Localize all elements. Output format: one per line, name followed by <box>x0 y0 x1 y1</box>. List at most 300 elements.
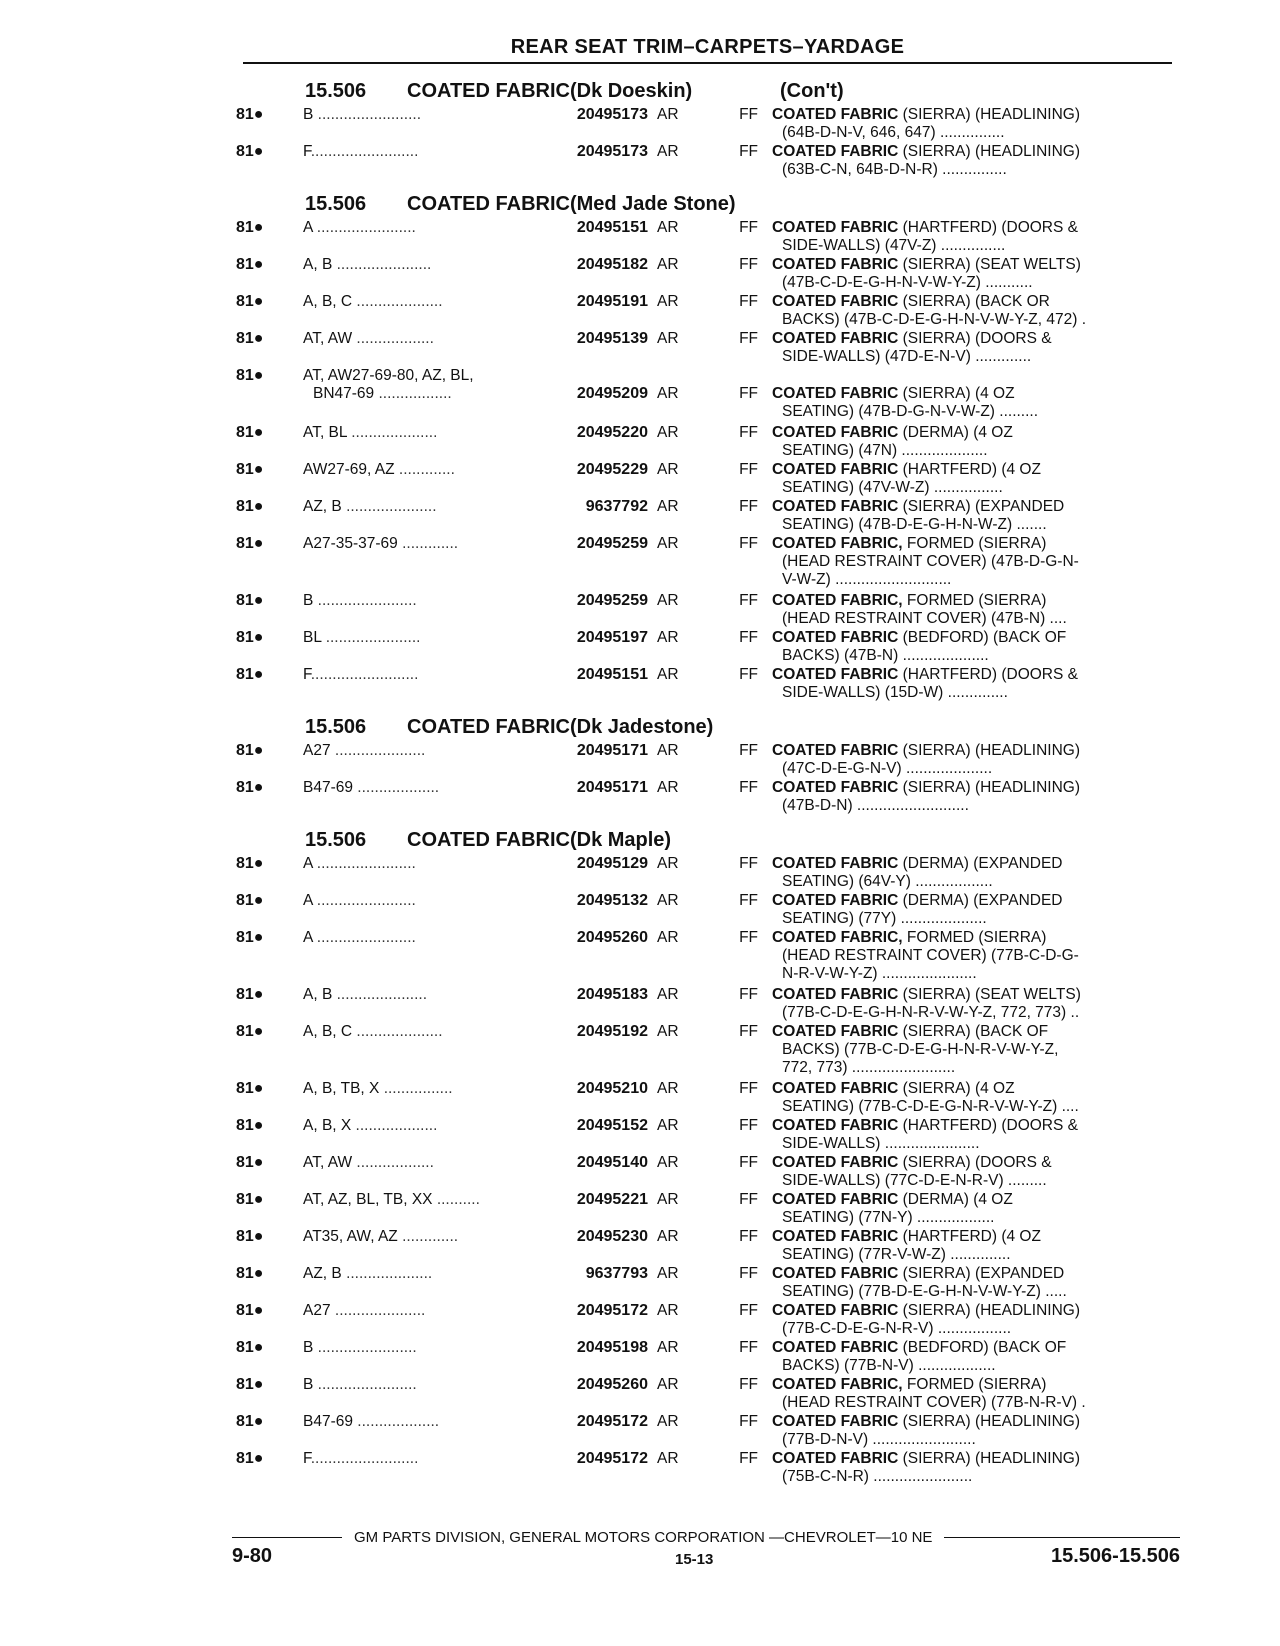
usage-code: 81● <box>236 461 264 478</box>
notes-label: COATED FABRIC <box>772 106 899 123</box>
notes-line <box>772 1172 1124 1190</box>
notes-line <box>772 1413 1124 1431</box>
table-row <box>232 1265 1192 1301</box>
notes-text: (47B-D-N) .......................... <box>782 797 969 814</box>
usage-code: 81● <box>236 535 264 552</box>
notes-text: (SIERRA) (DOORS & <box>898 330 1052 347</box>
part-number: 20495191 <box>576 293 648 310</box>
notes-line <box>772 1320 1124 1338</box>
usage-code: 81● <box>236 742 264 759</box>
notes-line <box>772 424 1124 442</box>
model-description <box>298 367 550 423</box>
notes-line <box>772 910 1124 928</box>
part-number: 20495151 <box>576 666 648 683</box>
model-description <box>298 143 550 179</box>
table-row <box>232 535 1192 591</box>
table-row <box>232 742 1192 778</box>
notes-text: SEATING) (47V-W-Z) ................ <box>782 479 1003 496</box>
notes-line <box>772 1246 1124 1264</box>
notes-label: COATED FABRIC, <box>772 929 903 946</box>
description-text: BL <box>303 629 322 646</box>
notes-line <box>772 986 1124 1004</box>
description-text: AZ, B <box>303 1265 342 1282</box>
description-text: AW27-69, AZ <box>303 461 395 478</box>
leader-dots: ......................... <box>310 666 419 683</box>
notes-line <box>772 666 1124 684</box>
quantity: AR <box>657 330 679 347</box>
table-row <box>232 666 1192 702</box>
notes-text: (SIERRA) (HEADLINING) <box>898 1450 1081 1467</box>
section-number: 15.506 <box>305 716 367 738</box>
notes-label: COATED FABRIC <box>772 424 899 441</box>
notes-text: (SIERRA) (HEADLINING) <box>898 1413 1081 1430</box>
description-text: A27-35-37-69 <box>303 535 398 552</box>
model-description <box>298 1265 550 1301</box>
description-text: B47-69 <box>303 779 353 796</box>
leader-dots: .................... <box>352 1023 443 1040</box>
part-number: 20495152 <box>576 1117 648 1134</box>
section-name: COATED FABRIC(Dk Maple) <box>407 829 672 851</box>
leader-dots: .......... <box>432 1191 480 1208</box>
table-row <box>232 498 1192 534</box>
part-notes <box>772 293 1124 329</box>
notes-text: (77B-D-N-V) ........................ <box>782 1431 976 1448</box>
quantity: AR <box>657 1080 679 1097</box>
source-code: FF <box>739 666 758 683</box>
section-number: 15.506 <box>305 193 367 215</box>
description-text: A27 <box>303 742 331 759</box>
notes-label: COATED FABRIC <box>772 498 899 515</box>
part-notes <box>772 929 1124 985</box>
notes-line <box>772 1023 1124 1041</box>
notes-text: (SIERRA) (HEADLINING) <box>898 1302 1081 1319</box>
quantity: AR <box>657 1023 679 1040</box>
description-text: AT, BL <box>303 424 347 441</box>
notes-line <box>772 1154 1124 1172</box>
parts-listing <box>232 78 1192 1487</box>
notes-text: SIDE-WALLS) (77C-D-E-N-R-V) ......... <box>782 1172 1047 1189</box>
description-text: A <box>303 892 313 909</box>
leader-dots: ................... <box>351 1117 438 1134</box>
notes-text: (SIERRA) (EXPANDED <box>898 1265 1065 1282</box>
notes-label: COATED FABRIC <box>772 385 899 402</box>
notes-text: (77B-C-D-E-G-N-R-V) ................. <box>782 1320 1012 1337</box>
description-text: A, B, C <box>303 293 353 310</box>
section <box>232 714 1192 815</box>
usage-code: 81● <box>236 1265 264 1282</box>
notes-text: (DERMA) (EXPANDED <box>898 892 1063 909</box>
table-row <box>232 106 1192 142</box>
source-code: FF <box>739 929 758 946</box>
leader-dots: ....................... <box>312 219 416 236</box>
quantity: AR <box>657 143 679 160</box>
notes-line <box>772 498 1124 516</box>
part-notes <box>772 143 1124 179</box>
source-code: FF <box>739 986 758 1003</box>
notes-line <box>772 592 1124 610</box>
table-row <box>232 256 1192 292</box>
table-row <box>232 892 1192 928</box>
table-row <box>232 1080 1192 1116</box>
part-notes <box>772 1228 1124 1264</box>
usage-code: 81● <box>236 219 264 236</box>
table-row <box>232 461 1192 497</box>
part-notes <box>772 498 1124 534</box>
quantity: AR <box>657 1117 679 1134</box>
model-description <box>298 855 550 891</box>
notes-line <box>772 442 1124 460</box>
part-number: 20495171 <box>576 779 648 796</box>
part-notes <box>772 1265 1124 1301</box>
quantity: AR <box>657 629 679 646</box>
leader-dots: ....................... <box>313 1376 417 1393</box>
notes-line <box>772 330 1124 348</box>
notes-line <box>772 1135 1124 1153</box>
notes-text: SEATING) (77Y) .................... <box>782 910 987 927</box>
notes-line <box>772 1265 1124 1283</box>
part-notes <box>772 1450 1124 1486</box>
model-description <box>298 535 550 591</box>
notes-text: SIDE-WALLS) (47D-E-N-V) ............. <box>782 348 1032 365</box>
table-row <box>232 424 1192 460</box>
notes-label: COATED FABRIC <box>772 1023 899 1040</box>
page-title: REAR SEAT TRIM–CARPETS–YARDAGE <box>510 36 905 58</box>
notes-text: (SIERRA) (BACK OR <box>898 293 1050 310</box>
leader-dots: ................... <box>352 779 440 796</box>
notes-line <box>772 161 1124 179</box>
leader-dots: .................. <box>352 330 434 347</box>
source-code: FF <box>739 330 758 347</box>
source-code: FF <box>739 106 758 123</box>
notes-line <box>772 629 1124 647</box>
notes-line <box>772 1339 1124 1357</box>
part-number: 20495171 <box>576 742 648 759</box>
part-number: 20495173 <box>576 143 648 160</box>
part-notes <box>772 1191 1124 1227</box>
model-description <box>298 1228 550 1264</box>
part-notes <box>772 1154 1124 1190</box>
leader-dots: ..................... <box>332 986 428 1003</box>
notes-text: SEATING) (47B-D-E-G-H-N-W-Z) ....... <box>782 516 1047 533</box>
footer-page-number: 15-13 <box>675 1551 714 1568</box>
part-number: 20495230 <box>576 1228 648 1245</box>
quantity: AR <box>657 1376 679 1393</box>
part-number: 20495259 <box>576 535 648 552</box>
model-description <box>298 106 550 142</box>
usage-code: 81● <box>236 293 264 310</box>
notes-line <box>772 219 1124 237</box>
source-code: FF <box>739 1191 758 1208</box>
notes-label: COATED FABRIC <box>772 1080 899 1097</box>
description-text: AT, AW <box>303 1154 353 1171</box>
part-number: 9637793 <box>585 1265 648 1282</box>
model-description <box>298 498 550 534</box>
quantity: AR <box>657 1154 679 1171</box>
quantity: AR <box>657 1302 679 1319</box>
leader-dots: ................ <box>379 1080 453 1097</box>
notes-text: FORMED (SIERRA) <box>902 1376 1047 1393</box>
leader-dots: ................... <box>352 1413 440 1430</box>
notes-text: BACKS) (77B-N-V) .................. <box>782 1357 996 1374</box>
description-text: B <box>303 106 314 123</box>
usage-code: 81● <box>236 1080 264 1097</box>
section-continued: (Con't) <box>780 80 844 102</box>
notes-text: SEATING) (77B-D-E-G-H-N-V-W-Y-Z) ..... <box>782 1283 1067 1300</box>
notes-text: FORMED (SIERRA) <box>902 535 1047 552</box>
notes-text: BACKS) (47B-C-D-E-G-H-N-V-W-Y-Z, 472) . <box>782 311 1087 328</box>
usage-code: 81● <box>236 892 264 909</box>
notes-label: COATED FABRIC <box>772 1339 899 1356</box>
table-row <box>232 855 1192 891</box>
notes-line <box>772 1191 1124 1209</box>
part-number: 20495197 <box>576 629 648 646</box>
description-text: A, B <box>303 256 333 273</box>
table-row <box>232 986 1192 1022</box>
source-code: FF <box>739 629 758 646</box>
model-description <box>298 629 550 665</box>
quantity: AR <box>657 256 679 273</box>
notes-line <box>772 1098 1124 1116</box>
leader-dots: .................... <box>346 424 438 441</box>
notes-label: COATED FABRIC <box>772 256 899 273</box>
notes-text: (HEAD RESTRAINT COVER) (47B-D-G-N- <box>782 553 1079 570</box>
model-description <box>298 1023 550 1079</box>
source-code: FF <box>739 1450 758 1467</box>
notes-text: (SIERRA) (HEADLINING) <box>898 143 1081 160</box>
part-number: 20495139 <box>576 330 648 347</box>
section-heading <box>232 191 1192 217</box>
notes-line <box>772 1209 1124 1227</box>
notes-label: COATED FABRIC <box>772 1302 899 1319</box>
quantity: AR <box>657 1450 679 1467</box>
section <box>232 78 1192 179</box>
notes-text: SIDE-WALLS) ...................... <box>782 1135 980 1152</box>
source-code: FF <box>739 1228 758 1245</box>
usage-code: 81● <box>236 106 264 123</box>
model-description <box>298 892 550 928</box>
model-description <box>298 219 550 255</box>
part-number: 20495229 <box>576 461 648 478</box>
notes-line <box>772 124 1124 142</box>
quantity: AR <box>657 498 679 515</box>
usage-code: 81● <box>236 1413 264 1430</box>
notes-line <box>772 1394 1124 1412</box>
model-description <box>298 986 550 1022</box>
notes-text: SEATING) (77N-Y) .................. <box>782 1209 995 1226</box>
quantity: AR <box>657 219 679 236</box>
part-number: 20495172 <box>576 1302 648 1319</box>
notes-line <box>772 274 1124 292</box>
notes-label: COATED FABRIC <box>772 1154 899 1171</box>
part-notes <box>772 1117 1124 1153</box>
usage-code: 81● <box>236 855 264 872</box>
notes-line <box>772 1228 1124 1246</box>
leader-dots: ....................... <box>313 592 417 609</box>
model-description <box>298 742 550 778</box>
model-description <box>298 330 550 366</box>
notes-text: BACKS) (77B-C-D-E-G-H-N-R-V-W-Y-Z, <box>782 1041 1059 1058</box>
notes-line <box>772 385 1124 403</box>
usage-code: 81● <box>236 1302 264 1319</box>
description-text: BN47-69 <box>313 385 375 402</box>
footer-line <box>232 1529 1180 1546</box>
leader-dots: ......................... <box>310 1450 419 1467</box>
part-notes <box>772 1023 1124 1079</box>
notes-line <box>772 106 1124 124</box>
notes-line <box>772 143 1124 161</box>
notes-text: (77B-C-D-E-G-H-N-R-V-W-Y-Z, 772, 773) .. <box>782 1004 1080 1021</box>
title-rule <box>243 62 1172 64</box>
model-description <box>298 779 550 815</box>
section <box>232 191 1192 702</box>
description-text: AZ, B <box>303 498 342 515</box>
source-code: FF <box>739 1117 758 1134</box>
notes-text: (HARTFERD) (4 OZ <box>898 461 1041 478</box>
description-text: B47-69 <box>303 1413 353 1430</box>
part-notes <box>772 855 1124 891</box>
source-code: FF <box>739 592 758 609</box>
quantity: AR <box>657 1413 679 1430</box>
notes-text: (75B-C-N-R) ....................... <box>782 1468 973 1485</box>
leader-dots: ..................... <box>341 498 437 515</box>
section-heading <box>232 827 1192 853</box>
usage-code: 81● <box>236 779 264 796</box>
table-row <box>232 1450 1192 1486</box>
notes-text: (63B-C-N, 64B-D-N-R) ............... <box>782 161 1007 178</box>
notes-line <box>772 516 1124 534</box>
notes-line <box>772 293 1124 311</box>
table-row <box>232 929 1192 985</box>
notes-line <box>772 855 1124 873</box>
usage-code: 81● <box>236 367 264 384</box>
notes-label: COATED FABRIC <box>772 666 899 683</box>
quantity: AR <box>657 929 679 946</box>
table-row <box>232 1413 1192 1449</box>
usage-code: 81● <box>236 1376 264 1393</box>
part-notes <box>772 629 1124 665</box>
notes-line <box>772 684 1124 702</box>
notes-line <box>772 461 1124 479</box>
usage-code: 81● <box>236 592 264 609</box>
usage-code: 81● <box>236 1228 264 1245</box>
description-text: AT, AW <box>303 330 353 347</box>
model-description <box>298 1339 550 1375</box>
notes-text: (BEDFORD) (BACK OF <box>898 1339 1067 1356</box>
description-text: F <box>303 1450 311 1467</box>
description-text: B <box>303 1339 314 1356</box>
usage-code: 81● <box>236 1117 264 1134</box>
source-code: FF <box>739 1302 758 1319</box>
notes-line <box>772 797 1124 815</box>
model-description <box>298 424 550 460</box>
notes-text: N-R-V-W-Y-Z) ...................... <box>782 965 977 982</box>
table-row <box>232 1023 1192 1079</box>
usage-code: 81● <box>236 666 264 683</box>
usage-code: 81● <box>236 330 264 347</box>
leader-dots: ..................... <box>330 1302 426 1319</box>
section <box>232 827 1192 1486</box>
usage-code: 81● <box>236 986 264 1003</box>
part-number: 20495183 <box>576 986 648 1003</box>
quantity: AR <box>657 779 679 796</box>
notes-line <box>772 1468 1124 1486</box>
description-text: A, B, X <box>303 1117 352 1134</box>
source-code: FF <box>739 1339 758 1356</box>
notes-text: FORMED (SIERRA) <box>902 592 1047 609</box>
footer-group-range: 15.506-15.506 <box>1050 1545 1180 1567</box>
notes-text: (SIERRA) (SEAT WELTS) <box>898 256 1081 273</box>
notes-label: COATED FABRIC <box>772 143 899 160</box>
leader-dots: ....................... <box>313 1339 417 1356</box>
model-description <box>298 1450 550 1486</box>
notes-line <box>772 571 1124 589</box>
notes-text: (SIERRA) (DOORS & <box>898 1154 1052 1171</box>
model-description <box>298 1191 550 1227</box>
model-description <box>298 666 550 702</box>
notes-label: COATED FABRIC <box>772 1413 899 1430</box>
notes-line <box>772 1302 1124 1320</box>
leader-dots: .................... <box>352 293 443 310</box>
source-code: FF <box>739 498 758 515</box>
part-number: 20495140 <box>576 1154 648 1171</box>
source-code: FF <box>739 1080 758 1097</box>
source-code: FF <box>739 535 758 552</box>
notes-text: (HARTFERD) (4 OZ <box>898 1228 1041 1245</box>
usage-code: 81● <box>236 424 264 441</box>
part-notes <box>772 1080 1124 1116</box>
notes-label: COATED FABRIC <box>772 855 899 872</box>
notes-text: (SIERRA) (HEADLINING) <box>898 779 1081 796</box>
notes-text: (SIERRA) (BACK OF <box>898 1023 1049 1040</box>
section-number: 15.506 <box>305 80 367 102</box>
notes-text: (HARTFERD) (DOORS & <box>898 1117 1078 1134</box>
description-line: AT, AW27-69-80, AZ, BL, <box>303 367 474 384</box>
notes-line <box>772 1376 1124 1394</box>
table-row <box>232 143 1192 179</box>
leader-dots: ....................... <box>312 855 416 872</box>
part-notes <box>772 666 1124 702</box>
notes-line <box>772 311 1124 329</box>
source-code: FF <box>739 219 758 236</box>
notes-line <box>772 553 1124 571</box>
table-row <box>232 1302 1192 1338</box>
part-notes <box>772 424 1124 460</box>
section-heading <box>232 78 1192 104</box>
notes-line <box>772 610 1124 628</box>
notes-line <box>772 1450 1124 1468</box>
leader-dots: .................... <box>341 1265 433 1282</box>
part-notes <box>772 742 1124 778</box>
notes-line <box>772 1059 1124 1077</box>
part-notes <box>772 535 1124 591</box>
part-number: 20495209 <box>576 385 648 402</box>
usage-code: 81● <box>236 1191 264 1208</box>
notes-line <box>772 479 1124 497</box>
table-row <box>232 1117 1192 1153</box>
footer-rule-left <box>232 1537 342 1538</box>
notes-text: (SIERRA) (4 OZ <box>898 1080 1015 1097</box>
notes-text: (DERMA) (EXPANDED <box>898 855 1063 872</box>
notes-line <box>772 965 1124 983</box>
notes-label: COATED FABRIC <box>772 1450 899 1467</box>
notes-line <box>772 779 1124 797</box>
model-description <box>298 293 550 329</box>
model-description <box>298 1117 550 1153</box>
notes-text: SEATING) (64V-Y) .................. <box>782 873 993 890</box>
notes-text: (DERMA) (4 OZ <box>898 1191 1013 1208</box>
notes-line <box>772 348 1124 366</box>
part-number: 20495259 <box>576 592 648 609</box>
